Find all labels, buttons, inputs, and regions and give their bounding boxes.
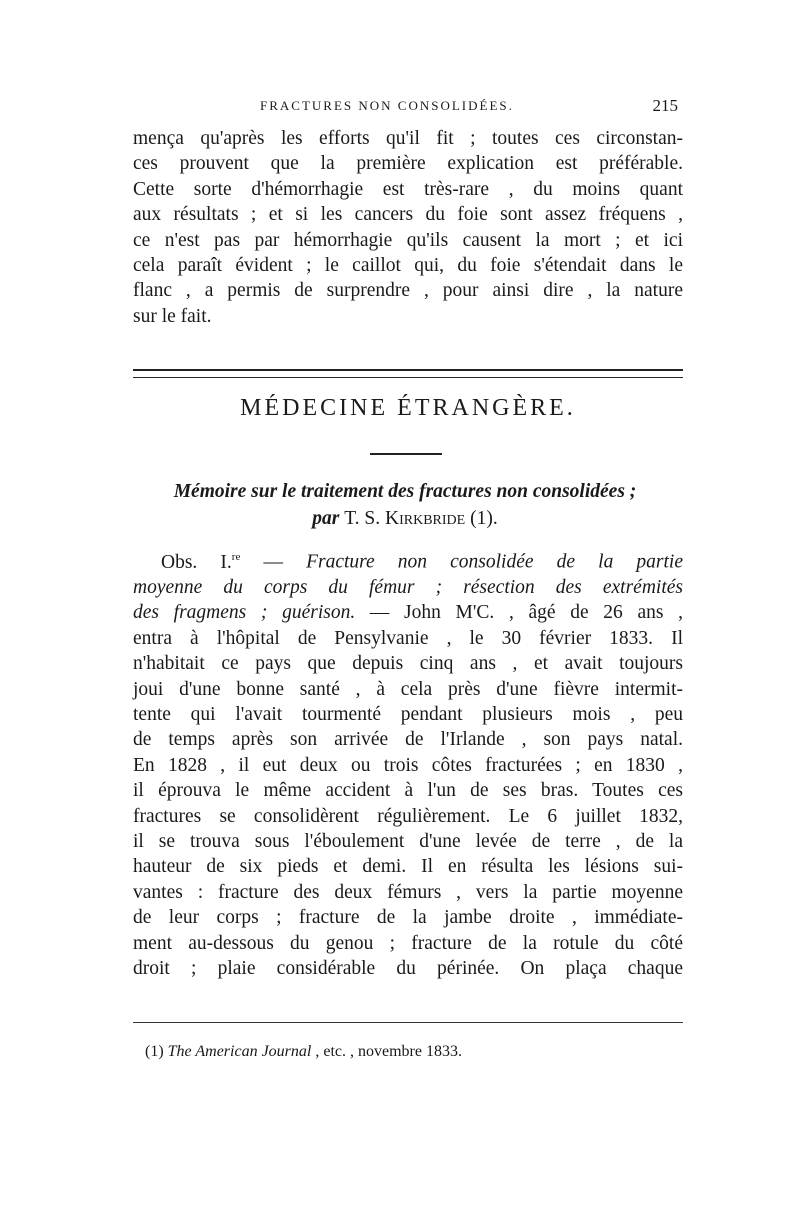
continued-paragraph <box>133 126 683 329</box>
text-line: n'habitait ce pays que depuis cinq ans , et avait toujours <box>133 653 683 675</box>
text-line: ce n'est pas par hémorrhagie qu'ils causent la mort ; et ici <box>133 229 683 251</box>
byline-par: par <box>312 508 340 529</box>
article-title-line: Mémoire sur le traitement des fractures non consolidées ; <box>173 481 637 502</box>
footnote <box>145 1043 685 1061</box>
observation-title-line: moyenne du corps du fémur ; résection des extrémités <box>133 576 683 598</box>
text-line: joui d'une bonne santé , à cela près d'une fièvre intermit- <box>133 678 683 700</box>
section-divider <box>133 369 683 378</box>
author-name: T. S. Kirkbride <box>344 508 466 529</box>
observation-first-line <box>133 545 683 575</box>
text-line: fractures se consolidèrent régulièrement. Le 6 juillet 1832, <box>133 805 683 827</box>
text-line <box>133 600 683 625</box>
footnote-rule <box>133 1022 683 1023</box>
dash: — <box>240 551 307 573</box>
running-head <box>130 96 690 122</box>
text-line: Cette sorte d'hémorrhagie est très-rare , du moins quant <box>133 178 683 200</box>
observation-label-sup: re <box>231 551 241 563</box>
text-line: cela paraît évident ; le caillot qui, du foie s'étendait dans le <box>133 255 683 277</box>
text-line: de temps après son arrivée de l'Irlande , son pays natal. <box>133 729 683 751</box>
page-number: 215 <box>652 96 678 115</box>
article-title <box>110 478 700 532</box>
observation-title: Fracture non consolidée de la partie <box>306 551 684 573</box>
text-line: il éprouva le même accident à l'un de ses bras. Toutes ces <box>133 780 683 802</box>
text-line: entra à l'hôpital de Pensylvanie , le 30 février 1833. Il <box>133 627 683 649</box>
text-line: flanc , a permis de surprendre , pour ainsi dire , la nature <box>133 280 683 302</box>
byline <box>110 505 700 532</box>
text-line: hauteur de six pieds et demi. Il en résulta les lésions sui- <box>133 856 683 878</box>
heading-rule <box>370 453 442 455</box>
text-line: de leur corps ; fracture de la jambe droite , immédiate- <box>133 907 683 929</box>
text-line: sur le fait. <box>133 305 212 327</box>
running-title: FRACTURES NON CONSOLIDÉES. <box>260 98 514 113</box>
text-line: tente qui l'avait tourmenté pendant plusieurs mois , peu <box>133 703 683 725</box>
text-line: ces prouvent que la première explication est préférable. <box>133 153 683 175</box>
text-line: En 1828 , il eut deux ou trois côtes fracturées ; en 1830 , <box>133 754 683 776</box>
footnote-marker: (1) <box>145 1043 168 1060</box>
text-line: il se trouva sous l'éboulement d'une levée de terre , de la <box>133 830 683 852</box>
observation-paragraph <box>133 545 683 981</box>
text-line: aux résultats ; et si les cancers du foie sont assez fréquens , <box>133 204 683 226</box>
text-line: ment au-dessous du genou ; fracture de la rotule du côté <box>133 932 683 954</box>
patient-intro: — John M'C. , âgé de 26 ans , <box>355 602 683 624</box>
text-line: vantes : fracture des deux fémurs , vers la partie moyenne <box>133 881 683 903</box>
footnote-journal: The American Journal <box>167 1043 312 1060</box>
text-line: droit ; plaie considérable du périnée. On plaça chaque <box>133 958 683 979</box>
text-line: mença qu'après les efforts qu'il fit ; toutes ces circonstan- <box>133 128 683 149</box>
observation-label: Obs. I. <box>161 551 232 573</box>
section-heading: MÉDECINE ÉTRANGÈRE. <box>240 395 576 421</box>
footnote-text: , etc. , novembre 1833. <box>311 1043 462 1060</box>
observation-title-end: des fragmens ; guérison. <box>133 602 356 624</box>
footnote-ref: (1). <box>470 508 498 529</box>
